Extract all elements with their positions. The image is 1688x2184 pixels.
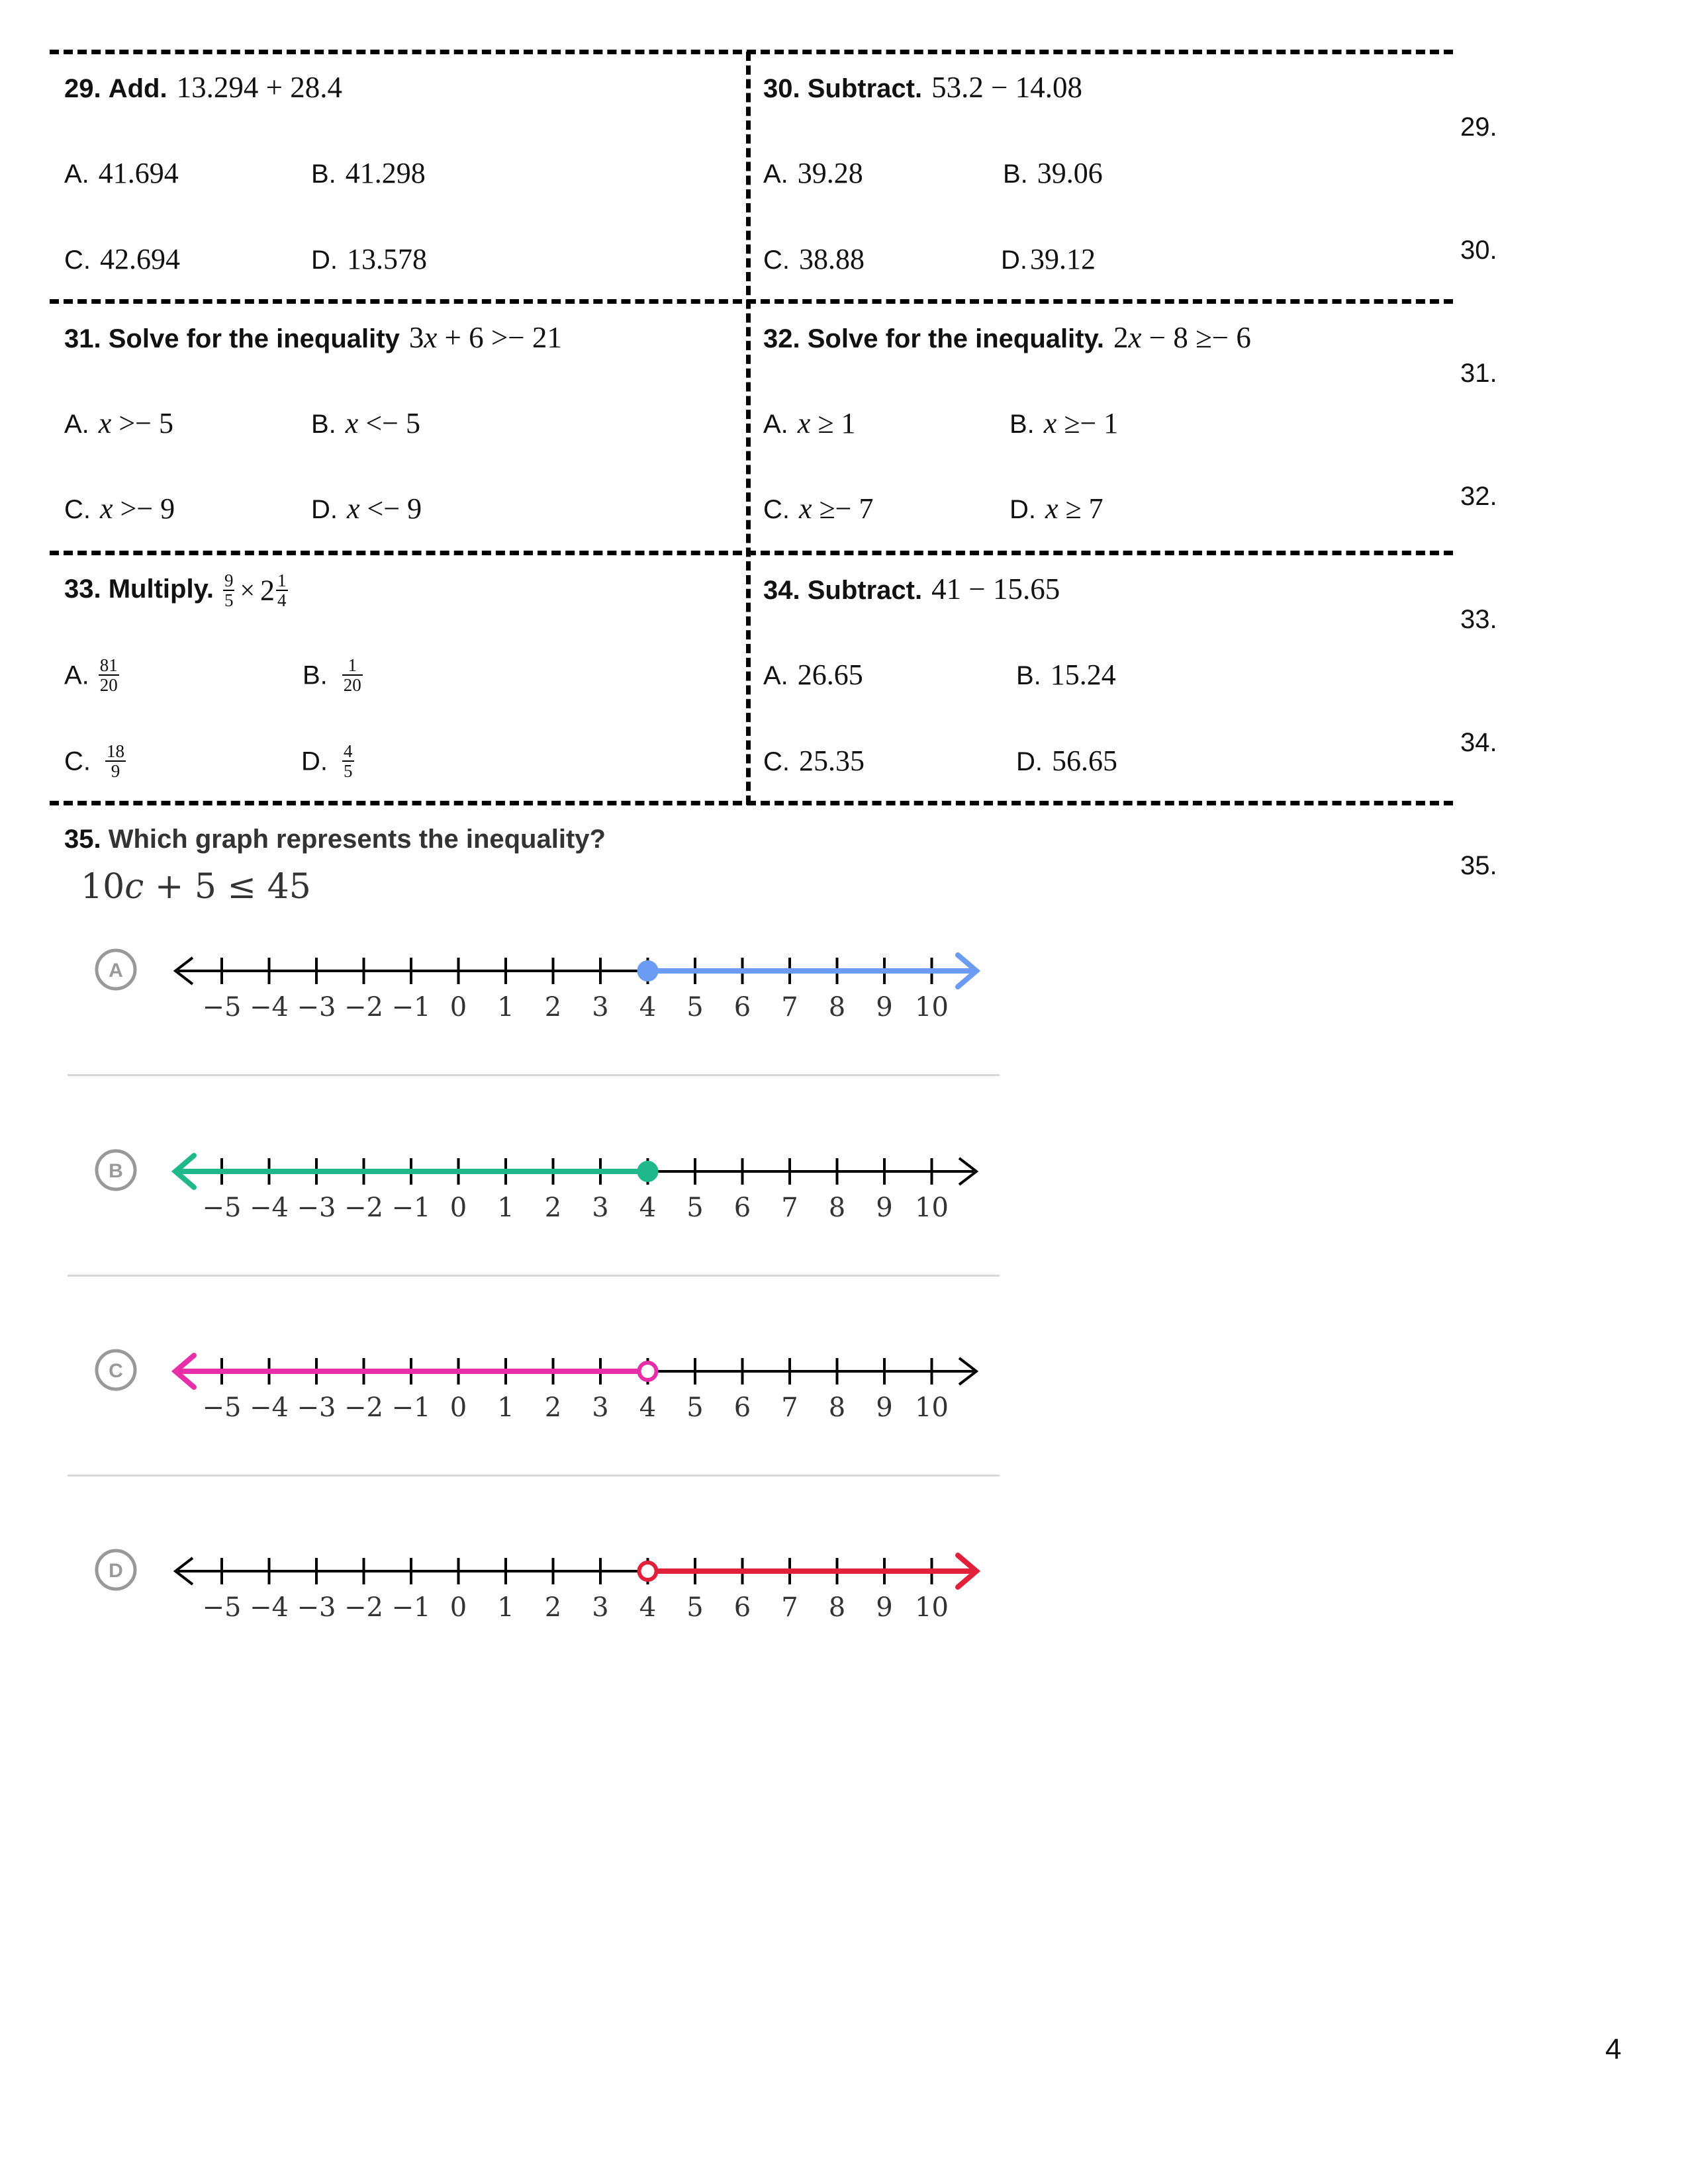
tick-label--5: −5 [202, 1193, 242, 1223]
tick-label-3: 3 [592, 1193, 609, 1223]
tick-label--1: −1 [391, 1592, 431, 1623]
option-separator-3 [68, 1475, 1000, 1477]
tick-label-7: 7 [781, 1392, 798, 1423]
question-30-choice-c[interactable]: C. 38.88 [763, 243, 865, 275]
tick-label-3: 3 [592, 1592, 609, 1623]
question-34-expression: 41 − 15.65 [931, 572, 1060, 606]
divider-row-3 [50, 801, 1453, 805]
tick-label--3: −3 [297, 1392, 336, 1423]
tick-label-6: 6 [733, 992, 751, 1023]
number-line-option-d[interactable] [86, 1530, 1006, 1629]
tick-label--2: −2 [344, 992, 383, 1023]
tick-label-10: 10 [915, 1592, 949, 1623]
divider-vertical [746, 52, 751, 805]
question-29-choice-c[interactable]: C. 42.694 [64, 243, 180, 275]
question-30-choice-b[interactable]: B. 39.06 [1003, 157, 1103, 189]
tick-label-4: 4 [639, 1592, 657, 1623]
page-number: 4 [1605, 2033, 1622, 2066]
question-35-inequality: 10c + 5 ≤ 45 [81, 867, 311, 907]
question-32-choice-c[interactable]: C. x ≥− 7 [763, 492, 874, 525]
question-32-choice-b[interactable]: B. x ≥− 1 [1009, 407, 1119, 439]
answer-label-34[interactable]: 34. [1460, 728, 1497, 757]
tick-label-0: 0 [449, 1392, 467, 1423]
svg-text:A: A [109, 960, 123, 981]
answer-label-32[interactable]: 32. [1460, 482, 1497, 511]
option-separator-2 [68, 1275, 1000, 1277]
svg-text:B: B [109, 1160, 123, 1182]
question-34-choice-c[interactable]: C. 25.35 [763, 745, 865, 777]
question-30-choice-a[interactable]: A. 39.28 [763, 157, 863, 189]
tick-label-6: 6 [733, 1592, 751, 1623]
divider-row-2 [50, 551, 1453, 555]
question-35-title: 35. Which graph represents the inequality? [64, 825, 606, 854]
tick-label-3: 3 [592, 992, 609, 1023]
tick-label-9: 9 [876, 1193, 893, 1223]
tick-label-2: 2 [544, 1592, 562, 1623]
question-29-choice-b[interactable]: B. 41.298 [311, 157, 426, 189]
tick-label-1: 1 [497, 1392, 514, 1423]
tick-label-5: 5 [686, 1193, 704, 1223]
number-line-option-b[interactable] [86, 1130, 1006, 1230]
answer-label-31[interactable]: 31. [1460, 359, 1497, 388]
tick-label--5: −5 [202, 1592, 242, 1623]
question-33-choice-a[interactable]: A. $\frac{81}{20}$ [64, 655, 118, 696]
option-separator-1 [68, 1074, 1000, 1076]
tick-label--4: −4 [250, 1193, 289, 1223]
question-34-choice-d[interactable]: D. 56.65 [1016, 745, 1117, 777]
tick-label--4: −4 [250, 1392, 289, 1423]
question-30-title: 30. Subtract. 53.2 − 14.08 [763, 71, 1082, 104]
question-32-choice-d[interactable]: D. x ≥ 7 [1009, 492, 1103, 525]
tick-label-9: 9 [876, 1592, 893, 1623]
tick-label--4: −4 [250, 992, 289, 1023]
tick-label--1: −1 [391, 1392, 431, 1423]
question-33-title: 33. Multiply. $\frac{9}{5}$ × 2 $\frac{1}{4}$ [64, 570, 287, 611]
divider-top [50, 50, 1453, 54]
tick-label-4: 4 [639, 992, 657, 1023]
question-31-choice-d[interactable]: D. x <− 9 [311, 492, 422, 525]
answer-label-29[interactable]: 29. [1460, 113, 1497, 142]
tick-label--5: −5 [202, 992, 242, 1023]
question-33-choice-c[interactable]: C. $\frac{18}{9}$ [64, 741, 124, 782]
open-endpoint [639, 1563, 657, 1580]
question-33-choice-d[interactable]: D. $\frac{4}{5}$ [301, 741, 353, 782]
question-31-choice-b[interactable]: B. x <− 5 [311, 407, 420, 439]
tick-label-5: 5 [686, 1392, 704, 1423]
closed-endpoint [639, 962, 657, 979]
tick-label-4: 4 [639, 1392, 657, 1423]
question-31-choice-c[interactable]: C. x >− 9 [64, 492, 175, 525]
number-line-option-c[interactable] [86, 1330, 1006, 1430]
tick-label-7: 7 [781, 1592, 798, 1623]
tick-label-8: 8 [828, 1193, 846, 1223]
svg-text:D: D [109, 1560, 123, 1582]
option-letter-c[interactable] [97, 1351, 135, 1389]
tick-label--5: −5 [202, 1392, 242, 1423]
tick-label-9: 9 [876, 1392, 893, 1423]
question-29-choice-d[interactable]: D. 13.578 [311, 243, 427, 275]
question-31-title: 31. Solve for the inequality 3x + 6 >− 21 [64, 321, 562, 354]
option-letter-d[interactable] [97, 1551, 135, 1589]
question-29-choice-a[interactable]: A. 41.694 [64, 157, 179, 189]
question-32-title: 32. Solve for the inequality. 2x − 8 ≥− 6 [763, 321, 1251, 354]
tick-label-5: 5 [686, 1592, 704, 1623]
answer-label-33[interactable]: 33. [1460, 605, 1497, 634]
tick-label-10: 10 [915, 1193, 949, 1223]
answer-label-35[interactable]: 35. [1460, 851, 1497, 880]
tick-label-2: 2 [544, 1193, 562, 1223]
question-31-expression: 3x + 6 >− 21 [408, 321, 562, 354]
tick-label-8: 8 [828, 1592, 846, 1623]
question-33-fraction-1: $\frac{9}{5}$ [224, 570, 234, 611]
question-29-title: 29. Add. 13.294 + 28.4 [64, 71, 342, 104]
tick-label-5: 5 [686, 992, 704, 1023]
question-33-fraction-2: $\frac{1}{4}$ [277, 570, 287, 611]
question-30-expression: 53.2 − 14.08 [931, 71, 1082, 104]
tick-label-10: 10 [915, 1392, 949, 1423]
question-31-choice-a[interactable]: A. x >− 5 [64, 407, 173, 439]
tick-label--1: −1 [391, 1193, 431, 1223]
tick-label-8: 8 [828, 1392, 846, 1423]
question-34-title: 34. Subtract. 41 − 15.65 [763, 572, 1060, 606]
svg-text:C: C [109, 1360, 123, 1382]
tick-label-1: 1 [497, 1193, 514, 1223]
question-30-choice-d[interactable]: D.39.12 [1001, 243, 1096, 275]
open-endpoint [639, 1363, 657, 1380]
tick-label-1: 1 [497, 992, 514, 1023]
number-line-option-a[interactable] [86, 930, 1006, 1029]
option-letter-b[interactable] [97, 1151, 135, 1189]
tick-label-4: 4 [639, 1193, 657, 1223]
question-33-choice-b[interactable]: B. $\frac{1}{20}$ [303, 655, 361, 696]
tick-label-6: 6 [733, 1392, 751, 1423]
tick-label-0: 0 [449, 1592, 467, 1623]
tick-label-3: 3 [592, 1392, 609, 1423]
question-32-expression: 2x − 8 ≥− 6 [1113, 321, 1251, 354]
tick-label-10: 10 [915, 992, 949, 1023]
tick-label-6: 6 [733, 1193, 751, 1223]
closed-endpoint [639, 1163, 657, 1180]
tick-label--3: −3 [297, 992, 336, 1023]
question-29-expression: 13.294 + 28.4 [176, 71, 342, 104]
tick-label-1: 1 [497, 1592, 514, 1623]
tick-label-0: 0 [449, 1193, 467, 1223]
tick-label--3: −3 [297, 1592, 336, 1623]
tick-label--4: −4 [250, 1592, 289, 1623]
question-32-choice-a[interactable]: A. x ≥ 1 [763, 407, 856, 439]
tick-label--2: −2 [344, 1592, 383, 1623]
tick-label-2: 2 [544, 992, 562, 1023]
tick-label-8: 8 [828, 992, 846, 1023]
tick-label-7: 7 [781, 992, 798, 1023]
tick-label-0: 0 [449, 992, 467, 1023]
tick-label--3: −3 [297, 1193, 336, 1223]
question-34-choice-a[interactable]: A. 26.65 [763, 659, 863, 691]
tick-label--2: −2 [344, 1193, 383, 1223]
tick-label--2: −2 [344, 1392, 383, 1423]
tick-label-2: 2 [544, 1392, 562, 1423]
tick-label-7: 7 [781, 1193, 798, 1223]
question-34-choice-b[interactable]: B. 15.24 [1016, 659, 1116, 691]
option-letter-a[interactable] [97, 950, 135, 989]
tick-label-9: 9 [876, 992, 893, 1023]
divider-row-1 [50, 299, 1453, 304]
tick-label--1: −1 [391, 992, 431, 1023]
answer-label-30[interactable]: 30. [1460, 236, 1497, 265]
